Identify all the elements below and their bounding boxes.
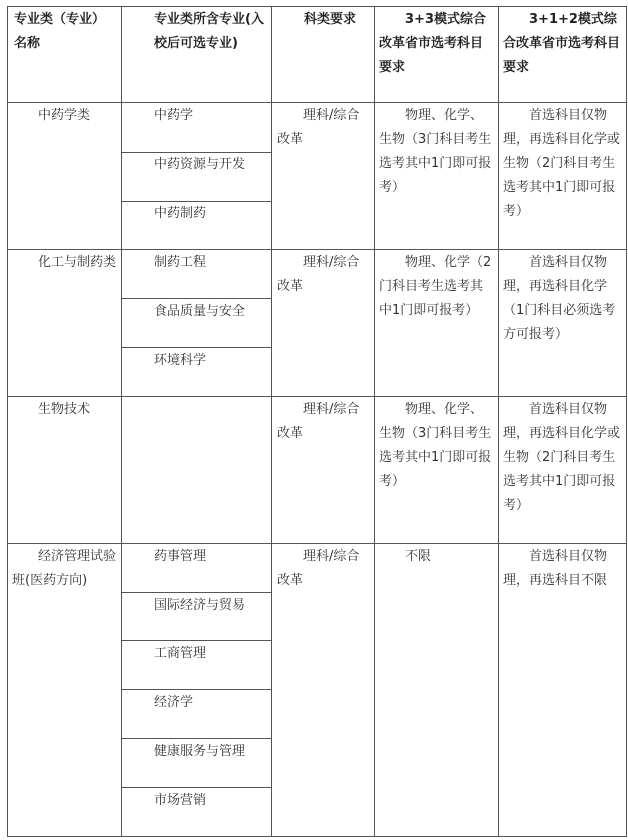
subject-category: 理科/综合改革 [277,549,360,588]
major-item: 药事管理 [154,549,207,564]
subject-category: 理科/综合改革 [277,255,360,294]
header-major-category: 专业类（专业）名称 [14,12,106,51]
requirement-3plus3: 物理、化学（2门科目考生选考其中1门即可报考） [379,255,492,318]
major-divider [121,738,272,739]
table-border-right [626,6,627,837]
row-divider [7,543,627,544]
header-subject-category: 科类要求 [304,12,357,27]
table-border-top [7,6,627,7]
requirement-3plus1plus2: 首选科目仅物理，再选科目化学或生物（2门科目考生选考其中1门即可报考） [503,108,621,219]
requirement-3plus1plus2: 首选科目仅物理，再选科目化学或生物（2门科目考生选考其中1门即可报考） [503,402,621,513]
requirement-3plus3: 不限 [405,549,432,564]
major-item: 经济学 [154,695,194,710]
major-item: 制药工程 [154,255,207,270]
major-item: 中药学 [154,108,194,123]
major-category-name: 生物技术 [38,402,91,417]
row-divider [7,102,627,103]
major-item: 健康服务与管理 [154,744,246,759]
requirement-3plus3: 物理、化学、生物（3门科目考生选考其中1门即可报考） [379,402,492,489]
table-border-bottom [7,836,627,837]
major-divider [121,689,272,690]
major-category-name: 化工与制药类 [38,255,117,270]
column-divider [271,6,272,837]
column-divider [374,6,375,837]
major-divider [121,787,272,788]
subject-category: 理科/综合改革 [277,402,360,441]
column-divider [498,6,499,837]
header-3plus3-requirement: 3+3模式综合改革省市选考科目要求 [379,12,486,75]
header-included-majors: 专业类所含专业(入校后可选专业) [154,12,264,51]
major-category-name: 中药学类 [38,108,91,123]
column-divider [121,6,122,837]
major-category-name: 经济管理试验班(医药方向) [12,549,117,588]
subject-category: 理科/综合改革 [277,108,360,147]
row-divider [7,249,627,250]
major-item: 国际经济与贸易 [154,598,246,613]
major-item: 中药资源与开发 [154,157,246,172]
major-divider [121,592,272,593]
requirement-3plus1plus2: 首选科目仅物理，再选科目化学（1门科目必须选考方可报考） [503,255,616,342]
requirement-3plus3: 物理、化学、生物（3门科目考生选考其中1门即可报考） [379,108,492,195]
table-border-left [7,6,8,837]
major-item: 工商管理 [154,646,207,661]
major-item: 市场营销 [154,793,207,808]
major-divider [121,298,272,299]
major-item: 食品质量与安全 [154,304,246,319]
header-3plus1plus2-requirement: 3+1+2模式综合改革省市选考科目要求 [503,12,621,75]
major-divider [121,347,272,348]
row-divider [7,396,627,397]
major-item: 环境科学 [154,353,207,368]
major-item: 中药制药 [154,206,207,221]
major-divider [121,640,272,641]
requirement-3plus1plus2: 首选科目仅物理，再选科目不限 [503,549,608,588]
